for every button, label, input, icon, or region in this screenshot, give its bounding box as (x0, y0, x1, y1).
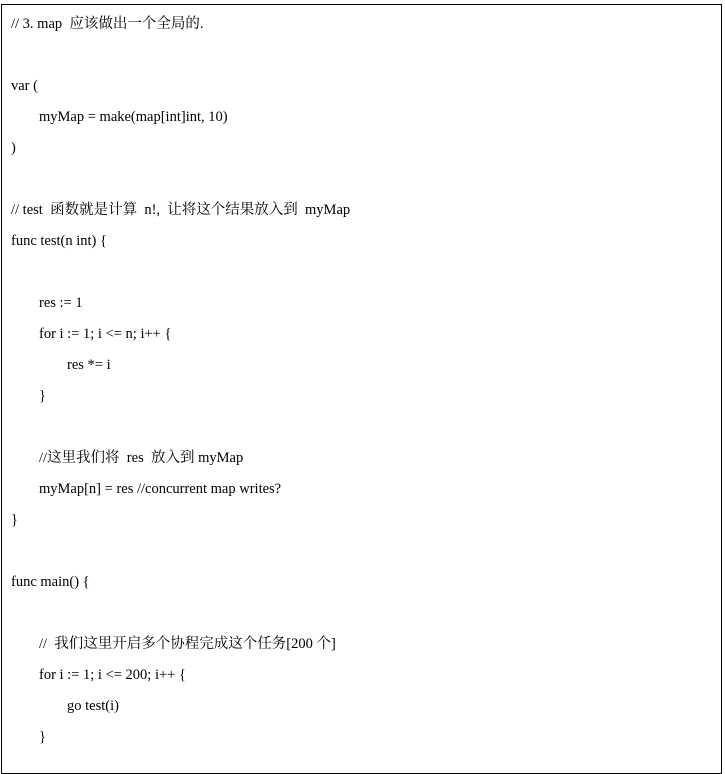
code-line: for i := 1; i <= n; i++ { (39, 326, 172, 342)
code-line: res := 1 (39, 295, 83, 311)
code-line: for i := 1; i <= 200; i++ { (39, 667, 186, 683)
code-line: //这里我们将 res 放入到 myMap (39, 450, 244, 466)
code-line: ) (11, 140, 16, 156)
code-line: res *= i (67, 357, 111, 373)
code-line: myMap = make(map[int]int, 10) (39, 109, 228, 125)
code-line: // test 函数就是计算 n!, 让将这个结果放入到 myMap (11, 202, 351, 218)
code-line: func test(n int) { (11, 233, 107, 249)
code-line: go test(i) (67, 698, 119, 714)
code-line: } (11, 512, 18, 528)
code-line: var ( (11, 78, 38, 94)
code-line: // 3. map 应该做出一个全局的. (11, 16, 204, 32)
code-line: // 我们这里开启多个协程完成这个任务[200 个] (39, 636, 336, 652)
code-line: } (39, 729, 46, 745)
code-line: } (39, 388, 46, 404)
code-snippet-box (1, 4, 722, 774)
code-line: func main() { (11, 574, 90, 590)
code-line: myMap[n] = res //concurrent map writes? (39, 481, 282, 497)
